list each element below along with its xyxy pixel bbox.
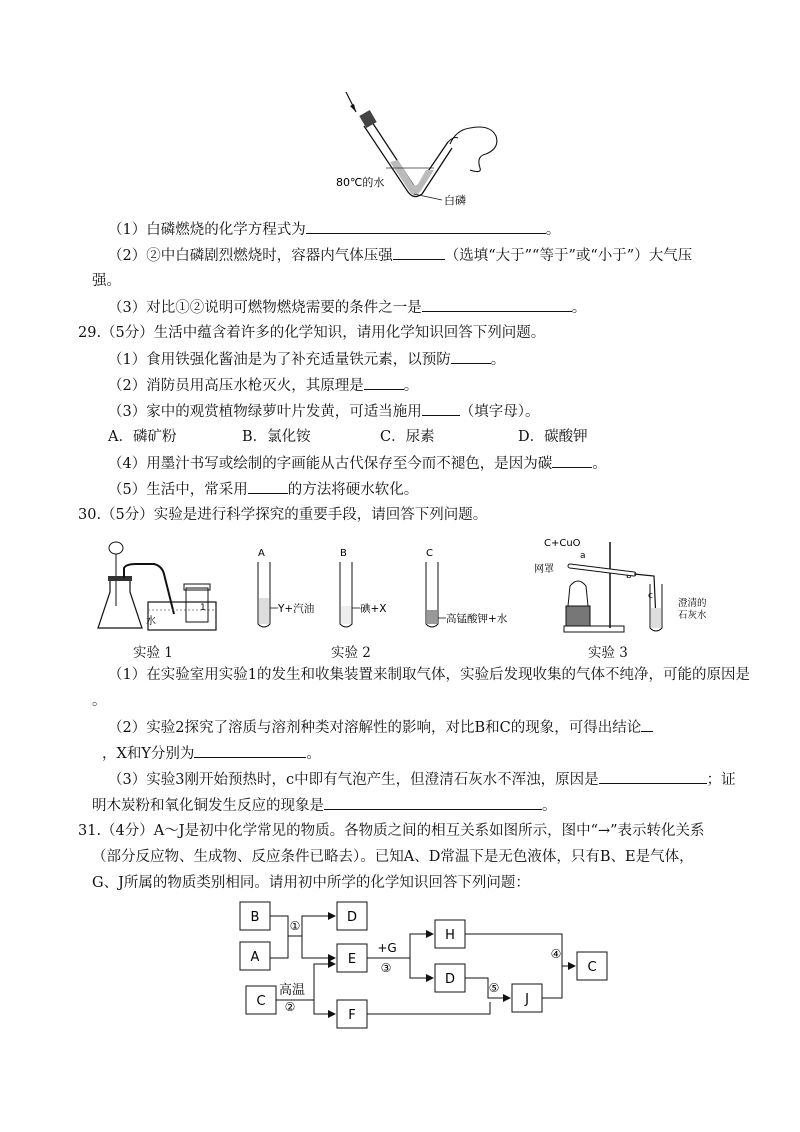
q29-sub4: （4）用墨汁书写或绘制的字画能从古代保存至今而不褪色，是因为碳 。 (108, 453, 607, 474)
experiment-3-caption: 实验 3 (588, 645, 628, 661)
q28-sub1: （1）白磷燃烧的化学方程式为 。 (108, 219, 560, 240)
node-e: E (347, 952, 357, 967)
node-a: A (250, 950, 260, 965)
q29-sub5: （5）生活中，常采用 的方法将硬水软化。 (108, 479, 418, 500)
tube-c-label: 高锰酸钾+水 (446, 613, 508, 625)
q28-blank2[interactable] (393, 245, 445, 260)
reaction-3-label: ③ (380, 961, 392, 975)
q30-sub1: （1）在实验室用实验1的发生和收集装置来制取气体，实验后发现收集的气体不纯净，可能的原因是 (108, 667, 750, 683)
experiment-2-caption: 实验 2 (331, 645, 371, 661)
q28-blank3[interactable] (422, 297, 572, 312)
tube-c-letter: C (426, 548, 433, 559)
q30-blank3b[interactable] (324, 795, 542, 810)
exp3-a-label: a (580, 551, 586, 561)
q29-sub3: （3）家中的观赏植物绿萝叶片发黄，可适当施用 （填字母）。 (108, 401, 539, 422)
q29-blank2[interactable] (364, 375, 404, 390)
reaction-2-label: ② (284, 1000, 296, 1014)
reaction-4-label: ④ (550, 947, 562, 961)
node-d-mid: D (444, 972, 456, 987)
exp3-reactant-label: C+CuO (544, 538, 581, 549)
q30-heading: 30.（5分）实验是进行科学探究的重要手段，请回答下列问题。 (78, 507, 488, 523)
q29-blank4[interactable] (552, 453, 592, 468)
q31-heading: 31.（4分）A～J是初中化学常见的物质。各物质之间的相互关系如图所示，图中“→”表示转化关系 (78, 823, 705, 839)
q29-sub1: （1）食用铁强化酱油是为了补充适量铁元素，以预防 。 (108, 349, 505, 370)
q29-blank3[interactable] (422, 401, 460, 416)
exp3-net-label: 网罩 (534, 564, 554, 575)
q31-line3: G、J所属的物质类别相同。请用初中所学的化学知识回答下列问题： (92, 875, 530, 891)
q29-option-a[interactable]: A．磷矿粉 (108, 429, 177, 445)
node-h: H (445, 928, 455, 943)
node-c-right: C (587, 960, 597, 975)
node-c-left: C (256, 994, 266, 1009)
exp3-c-label: c (648, 591, 653, 601)
q28-sub2: （2）②中白磷剧烈燃烧时，容器内气体压强 （选填“大于”“等于”或“小于”）大气压 (108, 245, 692, 266)
exp3-lime-label-1: 澄清的 (678, 598, 707, 609)
q29-blank1[interactable] (451, 349, 491, 364)
q30-blank2b[interactable] (194, 743, 306, 758)
node-d-top: D (346, 910, 358, 925)
exp1-water-label: 水 (146, 616, 156, 627)
relationship-diagram (232, 894, 622, 1034)
node-j: J (525, 992, 529, 1007)
high-temp-label: 高温 (278, 983, 306, 998)
tube-b-letter: B (340, 548, 347, 559)
reaction-1-label: ① (289, 919, 301, 933)
q29-option-b[interactable]: B．氯化铵 (242, 429, 311, 445)
q28-blank1[interactable] (306, 219, 546, 234)
q30-sub1-end: 。 (92, 693, 107, 709)
q28-sub3: （3）对比①②说明可燃物燃烧需要的条件之一是 。 (108, 297, 586, 318)
exp1-one-label: 1 (200, 603, 206, 613)
q30-blank2a[interactable] (641, 717, 653, 732)
white-phosphorus-label: 白磷 (444, 194, 466, 207)
q30-sub2: （2）实验2探究了溶质与溶剂种类对溶解性的影响，对比B和C的现象，可得出结论 (108, 717, 653, 738)
q30-sub3-cont: 明木炭粉和氧化铜发生反应的现象是 。 (92, 795, 557, 816)
reaction-5-label: ⑤ (488, 981, 500, 995)
q30-sub3: （3）实验3刚开始预热时，c中即有气泡产生，但澄清石灰水不浑浊，原因是 ；证 (108, 769, 736, 790)
q30-blank3a[interactable] (599, 769, 707, 784)
experiment-1-figure (96, 540, 221, 640)
tube-b-label: 碘+X (360, 603, 387, 615)
water-80-label: 80℃的水 (336, 176, 385, 189)
q28-sub2-cont: 强。 (92, 273, 121, 289)
experiment-3-figure (530, 536, 720, 636)
node-f: F (348, 1008, 356, 1023)
exp3-b-label: b (626, 571, 632, 581)
exp3-lime-label-2: 石灰水 (678, 610, 707, 621)
q29-blank5[interactable] (248, 479, 288, 494)
tube-a-label: Y+汽油 (278, 603, 315, 615)
experiment-1-caption: 实验 1 (133, 645, 173, 661)
q30-sub2-cont: ，X和Y分别为 。 (102, 743, 321, 764)
tube-a-letter: A (258, 548, 265, 559)
q31-line2: （部分反应物、生成物、反应条件已略去）。已知A、D常温下是无色液体，只有B、E是气体， (92, 849, 694, 865)
q29-heading: 29.（5分）生活中蕴含着许多的化学知识，请用化学知识回答下列问题。 (78, 325, 546, 341)
q29-option-d[interactable]: D．碳酸钾 (518, 429, 588, 445)
v-tube-figure (330, 90, 520, 210)
q29-sub2: （2）消防员用高压水枪灭火，其原理是 。 (108, 375, 418, 396)
experiment-2-figure (250, 546, 508, 632)
q29-option-c[interactable]: C．尿素 (380, 429, 435, 445)
plus-g-label: +G (377, 941, 397, 955)
node-b: B (250, 910, 260, 925)
